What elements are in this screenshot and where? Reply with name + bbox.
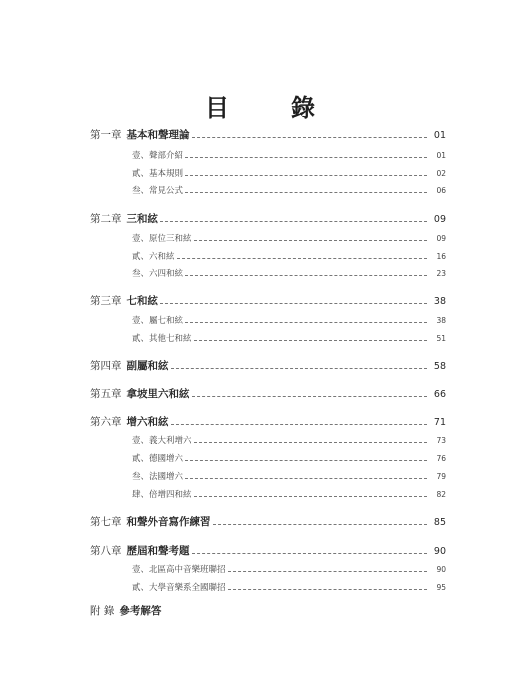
dot-leader xyxy=(228,588,427,590)
toc-chapter-1[interactable] xyxy=(90,127,446,142)
page-number: 38 xyxy=(436,316,446,325)
dot-leader xyxy=(194,339,427,341)
toc-section-1-2[interactable] xyxy=(132,167,446,179)
section-title: 貳、六和絃 xyxy=(132,252,175,262)
page-number: 79 xyxy=(436,472,446,481)
page-number: 90 xyxy=(436,565,446,574)
toc-chapter-8[interactable] xyxy=(90,543,446,558)
page-number: 76 xyxy=(436,454,446,463)
chapter-number: 第四章 xyxy=(90,360,122,372)
chapter-title: 拿坡里六和絃 xyxy=(126,388,190,400)
toc-chapter-5[interactable] xyxy=(90,386,446,401)
section-title: 肆、倍增四和絃 xyxy=(132,490,192,500)
page-number: 23 xyxy=(436,269,446,278)
toc-section-6-2[interactable] xyxy=(132,452,446,464)
toc-chapter-7[interactable] xyxy=(90,514,446,529)
chapter-number: 第八章 xyxy=(90,545,122,557)
section-title: 壹、義大利增六 xyxy=(132,436,192,446)
dot-leader xyxy=(185,156,427,158)
toc-section-1-1[interactable] xyxy=(132,149,446,161)
appendix-marker: 附 錄 xyxy=(90,605,115,617)
chapter-title: 副屬和絃 xyxy=(126,360,169,372)
page-number: 16 xyxy=(436,252,446,261)
toc-appendix[interactable] xyxy=(90,603,446,618)
section-title: 貳、基本規則 xyxy=(132,169,184,179)
chapter-title: 基本和聲理論 xyxy=(126,129,190,141)
toc-chapter-6[interactable] xyxy=(90,414,446,429)
toc-section-2-3[interactable] xyxy=(132,267,446,279)
section-title: 貳、其他七和絃 xyxy=(132,334,192,344)
toc-chapter-3[interactable] xyxy=(90,293,446,308)
page-number: 38 xyxy=(433,296,446,307)
title-right-char: 錄 xyxy=(291,93,317,122)
toc-chapter-4[interactable] xyxy=(90,358,446,373)
dot-leader xyxy=(160,220,427,222)
dot-leader xyxy=(213,523,428,525)
section-title: 貳、德國增六 xyxy=(132,454,184,464)
page-title xyxy=(0,88,522,123)
page-number: 06 xyxy=(436,186,446,195)
section-title: 叁、六四和絃 xyxy=(132,269,184,279)
toc-section-6-3[interactable] xyxy=(132,470,446,482)
page-number: 58 xyxy=(433,361,446,372)
page-number: 82 xyxy=(436,490,446,499)
chapter-title: 增六和絃 xyxy=(126,416,169,428)
dot-leader xyxy=(160,302,427,304)
chapter-title: 七和絃 xyxy=(126,295,158,307)
toc-section-8-1[interactable] xyxy=(132,563,446,575)
dot-leader xyxy=(185,191,427,193)
dot-leader xyxy=(228,570,427,572)
page-number: 01 xyxy=(433,130,446,141)
page-number: 90 xyxy=(433,546,446,557)
dot-leader xyxy=(171,367,428,369)
section-title: 壹、屬七和絃 xyxy=(132,316,184,326)
dot-leader xyxy=(185,321,427,323)
chapter-title: 三和絃 xyxy=(126,213,158,225)
chapter-number: 第一章 xyxy=(90,129,122,141)
toc-chapter-2[interactable] xyxy=(90,211,446,226)
dot-leader xyxy=(194,441,427,443)
toc-section-2-2[interactable] xyxy=(132,250,446,262)
dot-leader xyxy=(185,274,427,276)
dot-leader xyxy=(185,459,427,461)
chapter-number: 第七章 xyxy=(90,516,122,528)
toc-section-1-3[interactable] xyxy=(132,184,446,196)
toc-section-3-2[interactable] xyxy=(132,332,446,344)
section-title: 叁、常見公式 xyxy=(132,186,184,196)
page-number: 71 xyxy=(433,417,446,428)
dot-leader xyxy=(177,257,427,259)
toc-section-3-1[interactable] xyxy=(132,314,446,326)
page-number: 51 xyxy=(436,334,446,343)
dot-leader xyxy=(194,239,427,241)
toc-section-2-1[interactable] xyxy=(132,232,446,244)
dot-leader xyxy=(171,423,428,425)
section-title: 壹、北區高中音樂班聯招 xyxy=(132,565,226,575)
page-number: 73 xyxy=(436,436,446,445)
chapter-number: 第六章 xyxy=(90,416,122,428)
page-number: 85 xyxy=(433,517,446,528)
dot-leader xyxy=(185,174,427,176)
chapter-title: 和聲外音寫作練習 xyxy=(126,516,211,528)
page-number: 02 xyxy=(436,169,446,178)
title-left-char: 目 xyxy=(205,93,231,122)
page-number: 95 xyxy=(436,583,446,592)
chapter-number: 第三章 xyxy=(90,295,122,307)
toc-section-6-4[interactable] xyxy=(132,488,446,500)
chapter-title: 歷屆和聲考題 xyxy=(126,545,190,557)
dot-leader xyxy=(192,395,428,397)
page-number: 09 xyxy=(433,214,446,225)
dot-leader xyxy=(192,136,428,138)
section-title: 壹、原位三和絃 xyxy=(132,234,192,244)
dot-leader xyxy=(194,495,427,497)
section-title: 叁、法國增六 xyxy=(132,472,184,482)
dot-leader xyxy=(185,477,427,479)
toc-section-8-2[interactable] xyxy=(132,581,446,593)
chapter-number: 第二章 xyxy=(90,213,122,225)
dot-leader xyxy=(192,552,428,554)
page-number: 66 xyxy=(433,389,446,400)
section-title: 貳、大學音樂系全國聯招 xyxy=(132,583,226,593)
page-number: 09 xyxy=(436,234,446,243)
chapter-number: 第五章 xyxy=(90,388,122,400)
page-number: 01 xyxy=(436,151,446,160)
appendix-title: 參考解答 xyxy=(119,605,162,617)
section-title: 壹、聲部介紹 xyxy=(132,151,184,161)
toc-section-6-1[interactable] xyxy=(132,434,446,446)
